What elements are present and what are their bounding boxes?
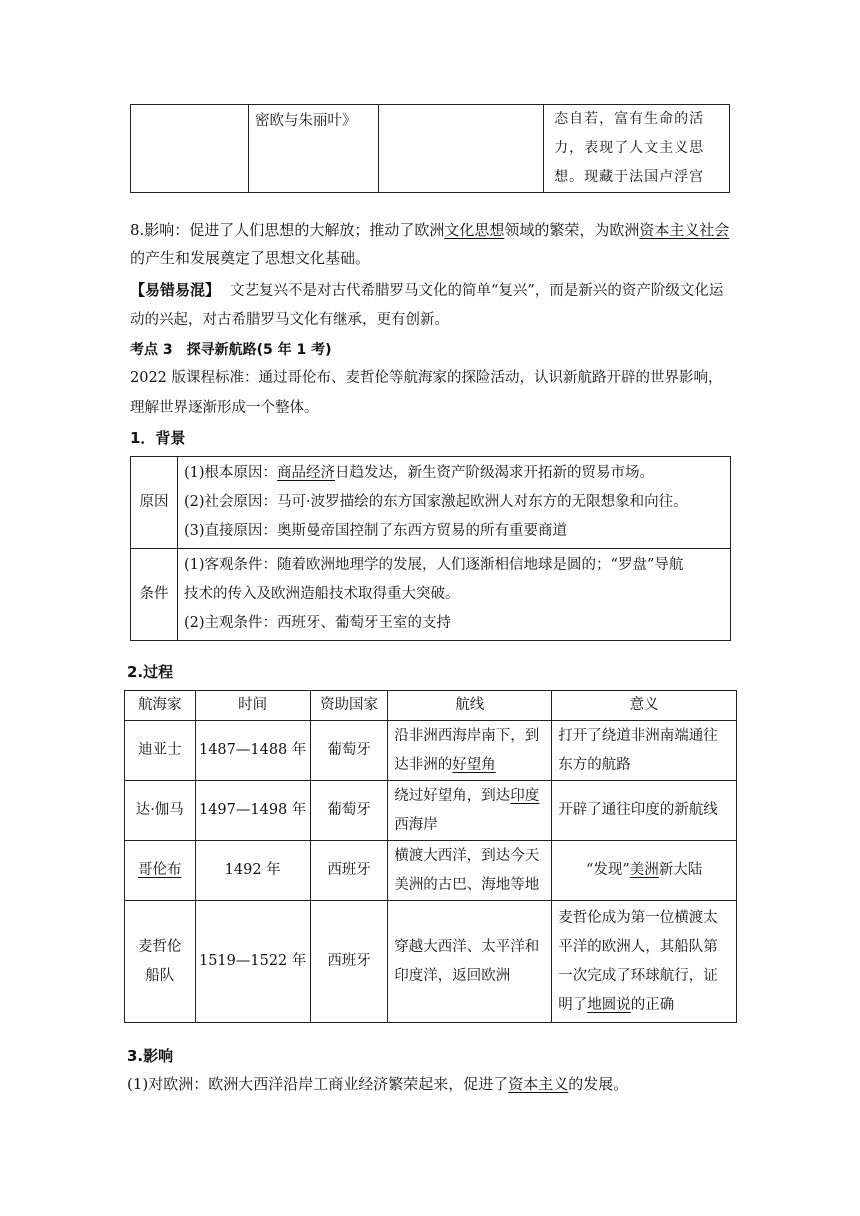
cause-content: [178, 457, 731, 549]
header-time: 时间: [195, 691, 310, 721]
route: [388, 721, 552, 781]
effect-paragraph: [127, 1074, 628, 1094]
key-term: 好望角: [452, 756, 496, 773]
key-term: 文化思想: [444, 221, 505, 239]
cause-item: [184, 459, 724, 488]
navigator-name: 哥伦布: [138, 862, 182, 878]
text: 8.影响：促进了人们思想的大解放；推动了欧洲: [130, 221, 445, 239]
text: (1)根本原因：: [184, 465, 278, 481]
background-table: [130, 456, 731, 641]
text: 的正确: [630, 996, 675, 1013]
table-cell: [131, 105, 249, 193]
condition-item: (2)主观条件：西班牙、葡萄牙王室的支持: [184, 615, 452, 631]
text: 的发展。: [568, 1075, 629, 1093]
table-row: [125, 781, 737, 841]
key-term: 资本主义社会: [639, 221, 730, 239]
significance: [552, 901, 737, 1023]
artwork-table-continuation: [130, 104, 730, 193]
header-significance: 意义: [552, 691, 737, 721]
route: [388, 841, 552, 901]
navigator-name: 达·伽马: [125, 781, 196, 841]
curriculum-standard-line2: 理解世界逐渐形成一个整体。: [130, 400, 319, 416]
text: 西海岸: [394, 816, 438, 833]
cause-item: (3)直接原因：奥斯曼帝国控制了东西方贸易的所有重要商道: [184, 523, 568, 539]
table-row: [125, 901, 737, 1023]
route: [388, 781, 552, 841]
key-term: 美洲: [629, 862, 659, 878]
text: 一次完成了环球航行，证: [558, 967, 718, 984]
voyage-time: 1492 年: [195, 841, 310, 901]
influence-paragraph: [130, 220, 729, 240]
text: 麦哲伦: [138, 938, 182, 955]
text: 日趋发达，新生资产阶级渴求开拓新的贸易市场。: [335, 465, 655, 481]
text: 印度洋，返回欧洲: [394, 967, 511, 984]
sponsor-country: 葡萄牙: [310, 781, 387, 841]
curriculum-standard: 2022 版课程标准：通过哥伦布、麦哲伦等航海家的探险活动，认识新航路开辟的世界影响，: [130, 370, 723, 386]
text: 东方的航路: [558, 756, 631, 773]
navigator-name: 迪亚士: [125, 721, 196, 781]
artwork-desc-line: 态自若，富有生命的活: [554, 111, 705, 127]
sponsor-country: 西班牙: [310, 841, 387, 901]
condition-content: [178, 549, 731, 641]
navigator-name: [125, 901, 196, 1023]
table-row: [125, 841, 737, 901]
table-cell: [544, 105, 730, 193]
header-navigator: 航海家: [125, 691, 196, 721]
confusion-label: 【易错易混】: [130, 281, 221, 299]
key-term: 地圆说: [587, 996, 631, 1013]
significance: [552, 721, 737, 781]
text: 明了: [558, 996, 588, 1013]
confusion-text-line2: 动的兴起，对古希腊罗马文化有继承，更有创新。: [130, 312, 449, 328]
text: 美洲的古巴、海地等地: [394, 876, 540, 893]
table-cell: [249, 105, 379, 193]
condition-item-cont: 技术的传入及欧洲造船技术取得重大突破。: [184, 586, 460, 602]
process-heading: 2.过程: [127, 663, 174, 681]
key-term: 印度: [510, 787, 540, 804]
significance: [552, 841, 737, 901]
text: 沿非洲西海岸南下，到: [394, 727, 540, 744]
cause-item: (2)社会原因：马可·波罗描绘的东方国家激起欧洲人对东方的无限想象和向往。: [184, 494, 688, 510]
text: 横渡大西洋，到达今天: [394, 847, 540, 864]
text: 领域的繁荣，为欧洲: [504, 221, 640, 239]
confusion-note: [130, 280, 723, 301]
text: 绕过好望角，到达: [394, 787, 511, 804]
section-heading: 考点 3 探寻新航路(5 年 1 考): [130, 342, 332, 358]
influence-paragraph-line2: 的产生和发展奠定了思想文化基础。: [130, 249, 371, 267]
text: “发现”: [585, 862, 630, 878]
text: 新大陆: [658, 862, 703, 878]
artwork-name: 密欧与朱丽叶》: [255, 113, 357, 129]
text: 打开了绕道非洲南端通往: [558, 727, 718, 744]
voyages-table: [124, 690, 737, 1023]
text: 平洋的欧洲人，其船队第: [558, 938, 718, 955]
significance: 开辟了通往印度的新航线: [552, 781, 737, 841]
sponsor-country: 葡萄牙: [310, 721, 387, 781]
header-country: 资助国家: [310, 691, 387, 721]
table-cell: [379, 105, 544, 193]
condition-label: 条件: [131, 549, 178, 641]
sponsor-country: 西班牙: [310, 901, 387, 1023]
text: 麦哲伦成为第一位横渡太: [558, 909, 718, 926]
voyage-time: 1519—1522 年: [195, 901, 310, 1023]
key-term: 商品经济: [277, 465, 336, 481]
cause-label: 原因: [131, 457, 178, 549]
text: (1)对欧洲：欧洲大西洋沿岸工商业经济繁荣起来，促进了: [127, 1075, 509, 1093]
route: [388, 901, 552, 1023]
voyage-time: 1487—1488 年: [195, 721, 310, 781]
condition-item: (1)客观条件：随着欧洲地理学的发展，人们逐渐相信地球是圆的；“罗盘”导航: [184, 557, 684, 573]
effect-heading: 3.影响: [127, 1047, 174, 1065]
text: 船队: [145, 967, 175, 984]
header-route: 航线: [388, 691, 552, 721]
table-row: [125, 721, 737, 781]
artwork-desc-line: 力，表现了人文主义思: [554, 140, 705, 156]
key-term: 资本主义: [508, 1075, 569, 1093]
background-heading: 1．背景: [130, 429, 186, 447]
artwork-desc-line: 想。现藏于法国卢浮宫: [554, 169, 705, 185]
voyage-time: 1497—1498 年: [195, 781, 310, 841]
text: 穿越大西洋、太平洋和: [394, 938, 540, 955]
text: 达非洲的: [394, 756, 453, 773]
confusion-text: 文艺复兴不是对古代希腊罗马文化的简单“复兴”，而是新兴的资产阶级文化运: [230, 283, 724, 299]
